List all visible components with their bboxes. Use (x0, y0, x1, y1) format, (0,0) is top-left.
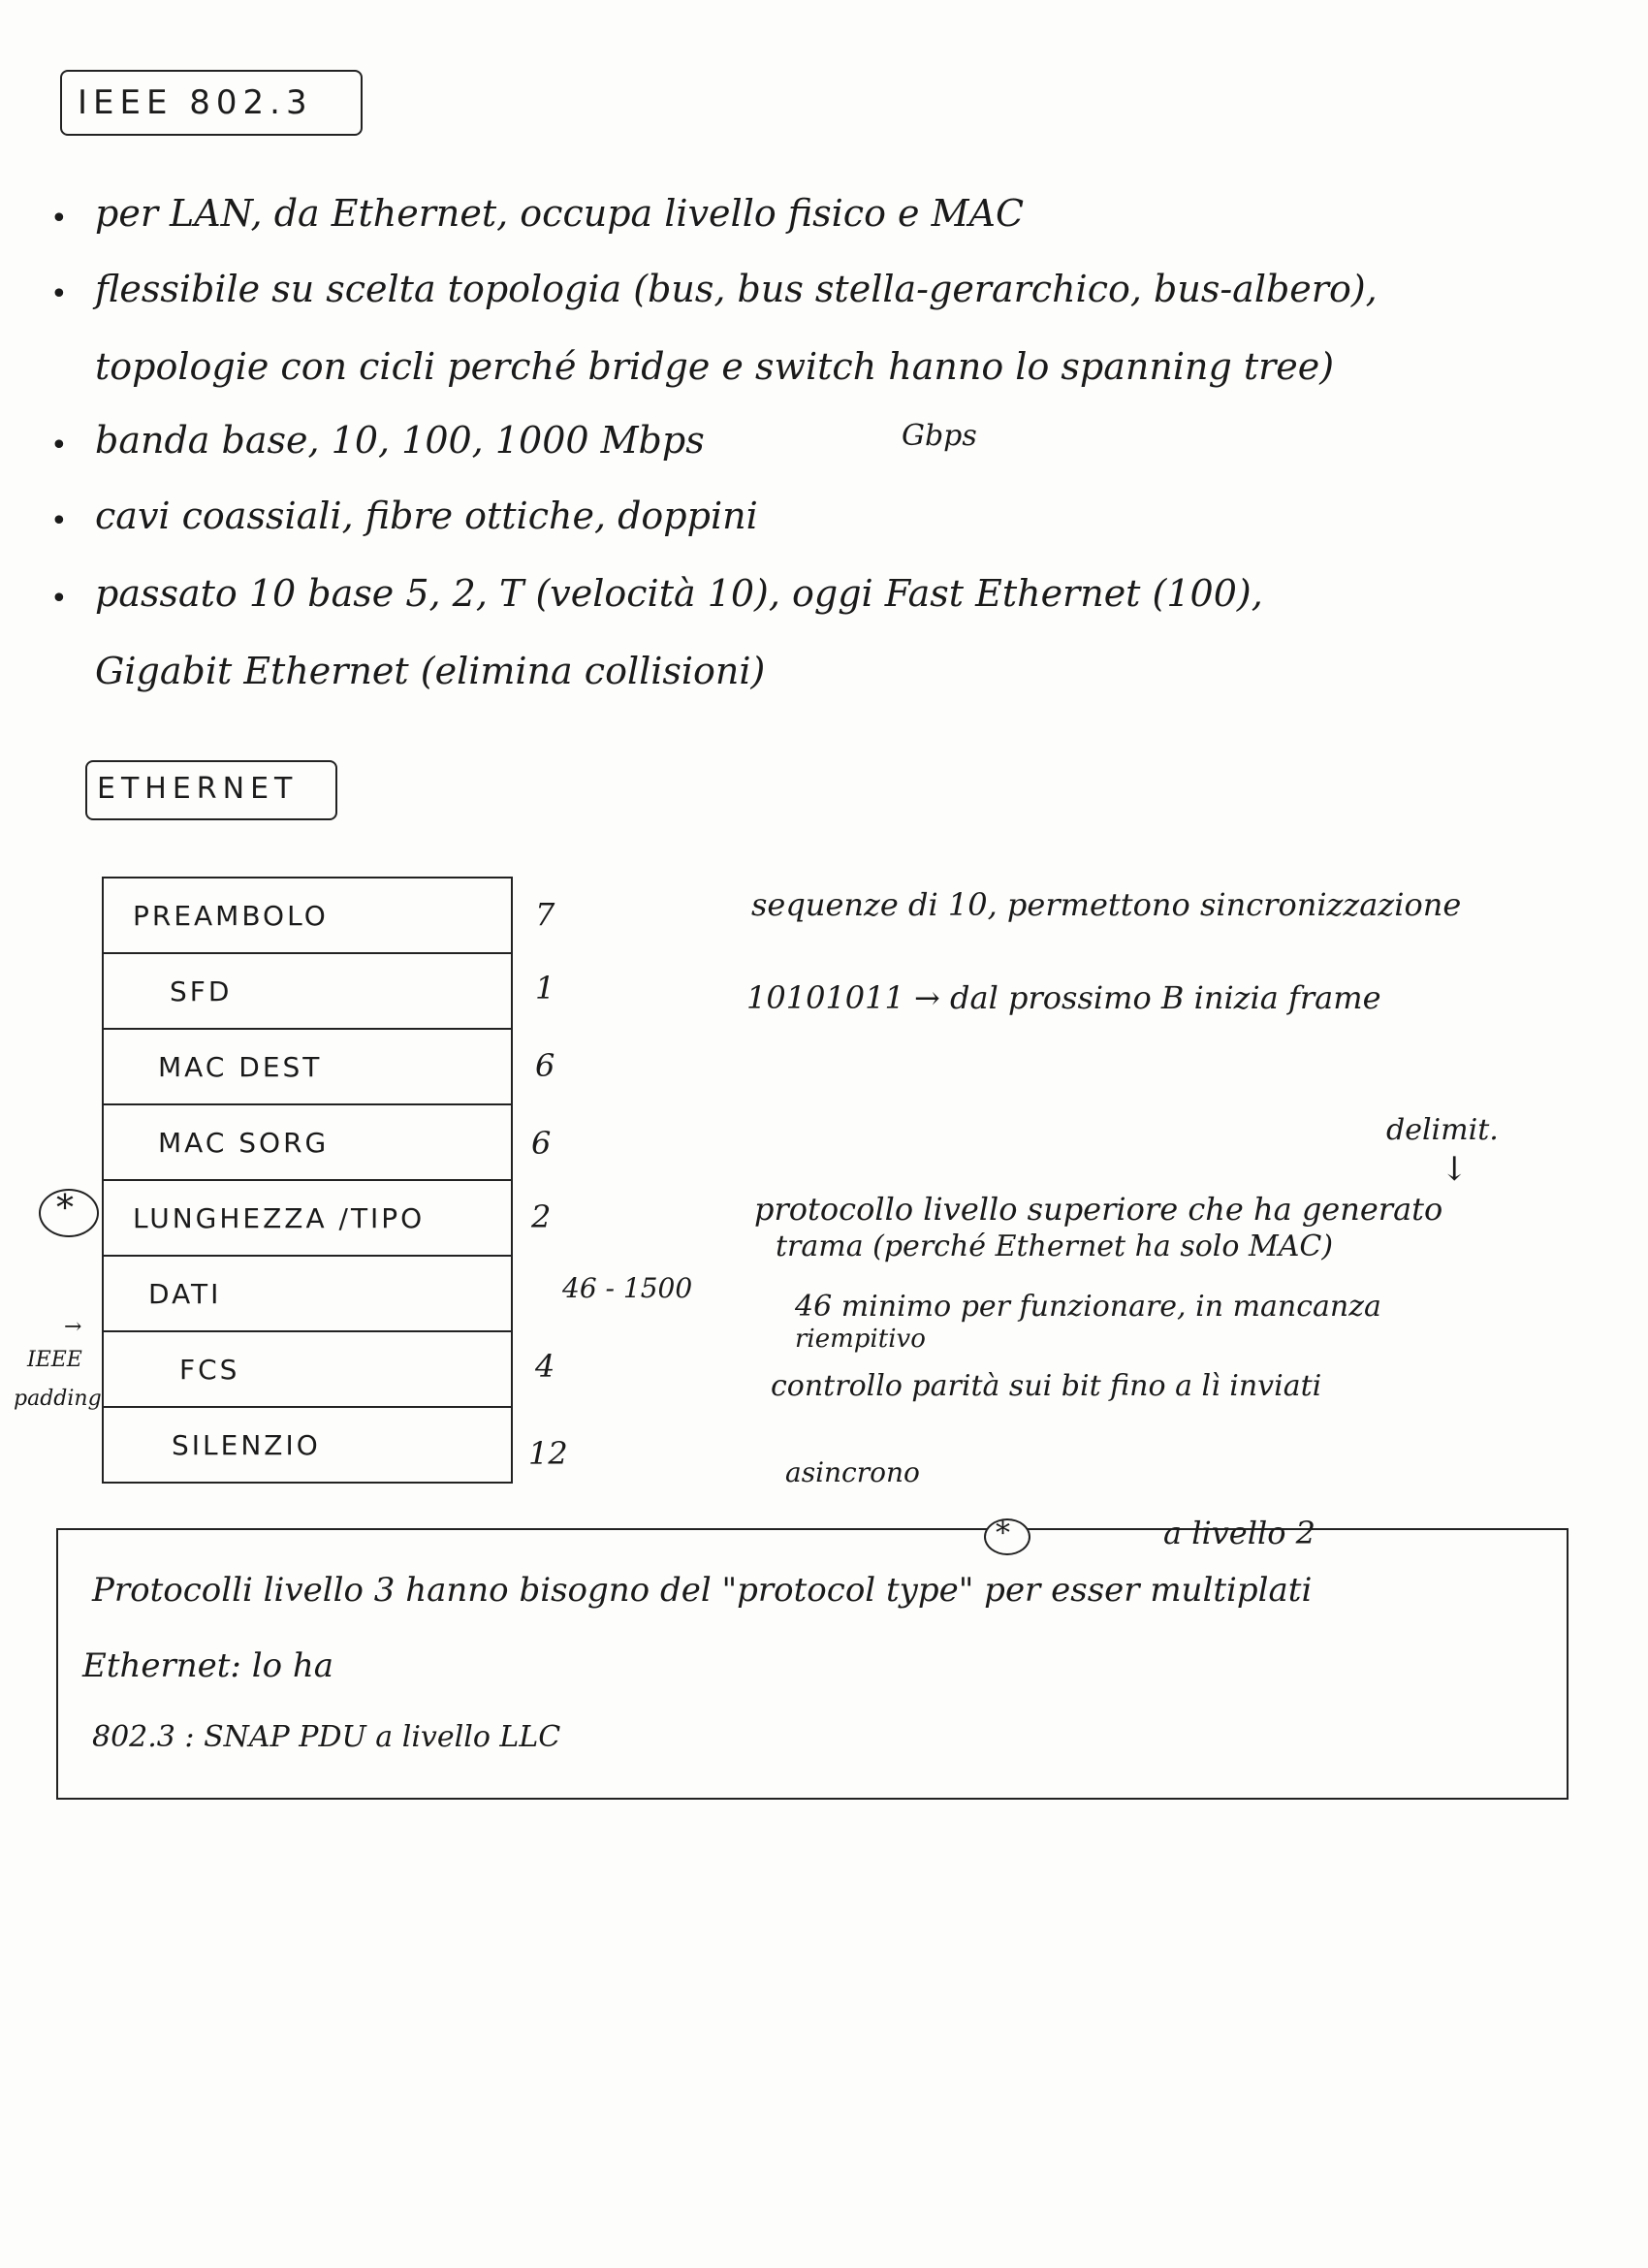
delimit-label: delimit. (1386, 1113, 1499, 1147)
field-name: SILENZIO (172, 1429, 321, 1461)
down-arrow: ↓ (1441, 1150, 1469, 1189)
box-line-2: Ethernet: lo ha (82, 1646, 334, 1685)
field-row (104, 1105, 511, 1181)
scribble-text: Gbps (902, 419, 977, 453)
bullet-dot: • (50, 429, 68, 463)
field-note: 10101011 → dal prossimo B inizia frame (746, 979, 1381, 1016)
bullet-dot: • (50, 582, 68, 616)
box-line-3: 802.3 : SNAP PDU a livello LLC (92, 1720, 561, 1754)
bullet-text: passato 10 base 5, 2, T (velocità 10), oggi Fast Ethernet (100), (95, 572, 1263, 615)
byte-count: 2 (531, 1198, 552, 1235)
field-row (104, 1257, 511, 1332)
byte-count: 12 (528, 1435, 568, 1472)
field-name: FCS (179, 1354, 240, 1386)
frame-table (102, 877, 513, 1484)
byte-count: 1 (535, 970, 555, 1006)
field-note: trama (perché Ethernet ha solo MAC) (776, 1230, 1334, 1263)
field-name: SFD (170, 975, 233, 1007)
box-marker-text: * (996, 1517, 1010, 1550)
byte-count: 7 (535, 896, 555, 933)
bullet-dot: • (50, 504, 68, 538)
bullet-text: banda base, 10, 100, 1000 Mbps (95, 419, 705, 462)
ethernet-title: ETHERNET (97, 772, 299, 806)
box-above-label: a livello 2 (1163, 1515, 1315, 1551)
field-note: 46 minimo per funzionare, in mancanza (795, 1290, 1381, 1324)
arrow-icon: → (64, 1315, 82, 1339)
bullet-dot: • (50, 202, 68, 236)
field-name: LUNGHEZZA /TIPO (133, 1202, 426, 1234)
side-label-ieee: IEEE (27, 1348, 82, 1372)
bullet-text: topologie con cicli perché bridge e switch hanno lo spanning tree) (95, 345, 1335, 388)
field-note: controllo parità sui bit fino a lì inviati (771, 1369, 1322, 1403)
bullet-text: Gigabit Ethernet (elimina collisioni) (95, 650, 766, 692)
field-row (104, 1332, 511, 1408)
field-note: riempitivo (795, 1325, 926, 1354)
field-note: sequenze di 10, permettono sincronizzazione (751, 886, 1462, 923)
field-note: protocollo livello superiore che ha generato (754, 1191, 1443, 1228)
byte-count: 46 - 1500 (562, 1272, 693, 1304)
field-row (104, 1030, 511, 1105)
bullet-dot: • (50, 277, 68, 311)
field-row (104, 1408, 511, 1484)
field-name: MAC DEST (158, 1051, 323, 1083)
bullet-text: flessibile su scelta topologia (bus, bus stella-gerarchico, bus-albero), (95, 268, 1378, 310)
bullet-text: per LAN, da Ethernet, occupa livello fisico e MAC (95, 192, 1025, 235)
field-name: MAC SORG (158, 1127, 330, 1159)
side-label-padding: padding (14, 1387, 102, 1411)
byte-count: 6 (531, 1125, 552, 1162)
field-row (104, 1181, 511, 1257)
asterisk-marker-text: * (56, 1189, 74, 1229)
box-line-1: Protocolli livello 3 hanno bisogno del "protocol type" per esser multiplati (92, 1571, 1313, 1610)
field-name: DATI (148, 1278, 222, 1310)
field-note: asincrono (785, 1456, 920, 1488)
byte-count: 4 (535, 1348, 555, 1385)
field-name: PREAMBOLO (133, 900, 329, 932)
bullet-text: cavi coassiali, fibre ottiche, doppini (95, 495, 758, 537)
field-row (104, 877, 511, 954)
page-title: IEEE 802.3 (78, 83, 313, 122)
field-row (104, 954, 511, 1030)
byte-count: 6 (535, 1047, 555, 1084)
